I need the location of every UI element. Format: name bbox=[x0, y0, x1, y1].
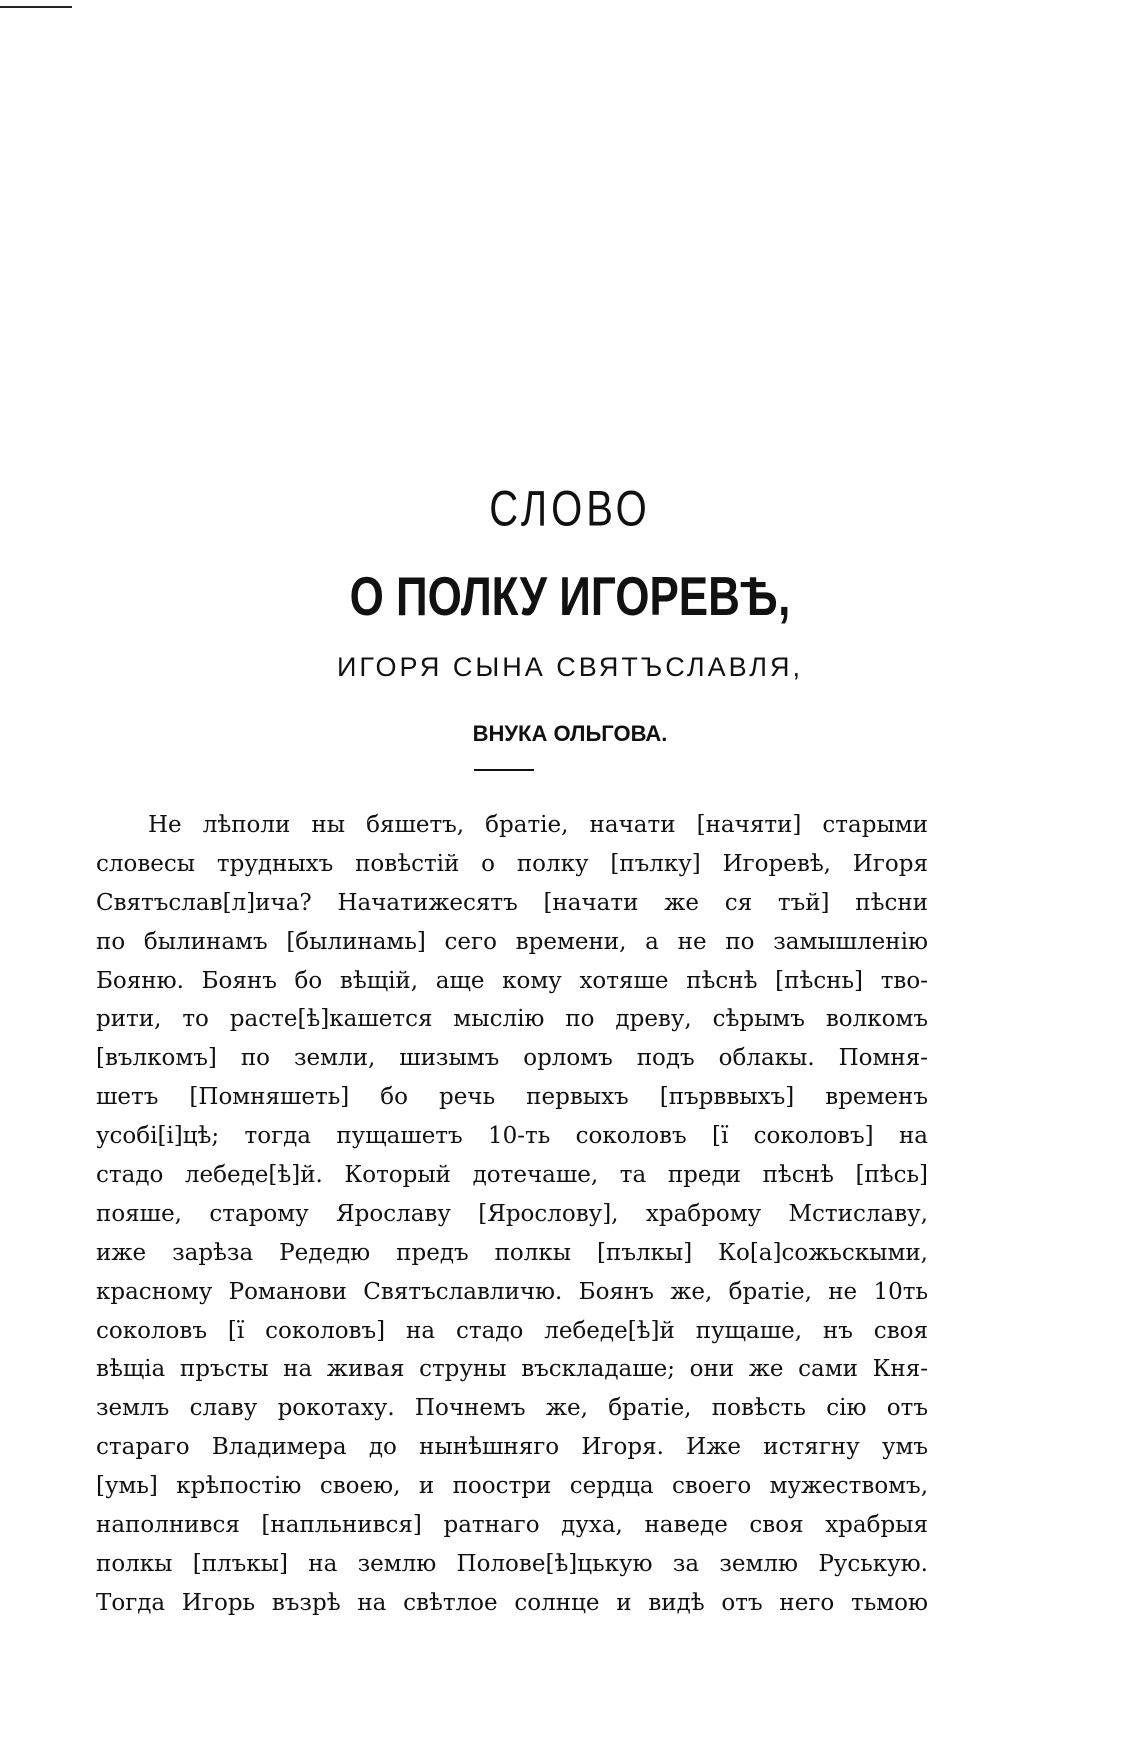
text-line: Не лѣполи ны бяшетъ, братіе, начати [начяти] старыми bbox=[148, 812, 928, 838]
text-line: [умь] крѣпостію своею, и поостри сердца своего мужествомъ, bbox=[96, 1473, 928, 1500]
subtitle-line-2: ВНУКА ОЛЬГОВА. bbox=[472, 721, 668, 746]
text-line: [вълкомъ] по земли, шизымъ орломъ подъ облакы. Помня- bbox=[96, 1045, 928, 1072]
text-line: словесы трудныхъ повѣстій о полку [пълку] Игоревѣ, Игоря bbox=[96, 850, 928, 877]
text-line: красному Романови Святъславличю. Боянъ же, братіе, не 10ть bbox=[96, 1278, 928, 1305]
text-line: полкы [плъкы] на землю Полове[ѣ]цькую за землю Руськую. bbox=[96, 1550, 928, 1577]
text-line: шетъ [Помняшеть] бо речь первыхъ [първвыхъ] временъ bbox=[96, 1084, 928, 1111]
body-text bbox=[96, 806, 928, 1623]
text-line: вѣщіа пръсты на живая струны въскладаше; они же сами Кня- bbox=[96, 1356, 928, 1383]
text-line: Святъслав[л]ича? Начатижесятъ [начати же ся тъй] пѣсни bbox=[96, 889, 928, 916]
text-line: Тогда Игорь възрѣ на свѣтлое солнце и видѣ отъ него тьмою bbox=[96, 1589, 928, 1616]
text-line: иже зарѣза Редедю предъ полкы [пълкы] Ко[а]сожьскыми, bbox=[96, 1239, 928, 1266]
text-line: пояше, старому Ярославу [Ярослову], храброму Мстиславу, bbox=[96, 1200, 928, 1227]
top-rule bbox=[0, 6, 72, 8]
text-line: усобі[і]цѣ; тогда пущашетъ 10-ть соколовъ [ї соколовъ] на bbox=[96, 1123, 928, 1150]
text-line: Бояню. Боянъ бо вѣщій, аще кому хотяше пѣснѣ [пѣснь] тво- bbox=[96, 967, 928, 994]
subtitle-line-1: ИГОРЯ СЫНА СВЯТЪСЛАВЛЯ, bbox=[336, 652, 804, 682]
text-line: стараго Владимера до нынѣшняго Игоря. Иже истягну умъ bbox=[96, 1434, 928, 1461]
text-line: рити, то расте[ѣ]кашется мыслію по древу, сѣрымъ волкомъ bbox=[96, 1006, 928, 1033]
text-line: землъ славу рокотаху. Почнемъ же, братіе, повѣсть сію отъ bbox=[96, 1395, 928, 1422]
text-line: соколовъ [ї соколовъ] на стадо лебеде[ѣ]й пущаше, нъ своя bbox=[96, 1317, 928, 1344]
section-divider bbox=[474, 769, 534, 771]
text-line: наполнився [напльнився] ратнаго духа, наведе своя храбрыя bbox=[96, 1512, 928, 1539]
title-line-2: О ПОЛКУ ИГОРЕВѢ, bbox=[349, 566, 791, 628]
text-line: стадо лебеде[ѣ]й. Который дотечаше, та преди пѣснѣ [пѣсь] bbox=[96, 1162, 928, 1189]
title-block bbox=[0, 481, 1140, 746]
text-line: по былинамъ [былинамь] сего времени, а не по замышленію bbox=[96, 928, 928, 955]
title-line-1: СЛОВО bbox=[489, 481, 651, 537]
